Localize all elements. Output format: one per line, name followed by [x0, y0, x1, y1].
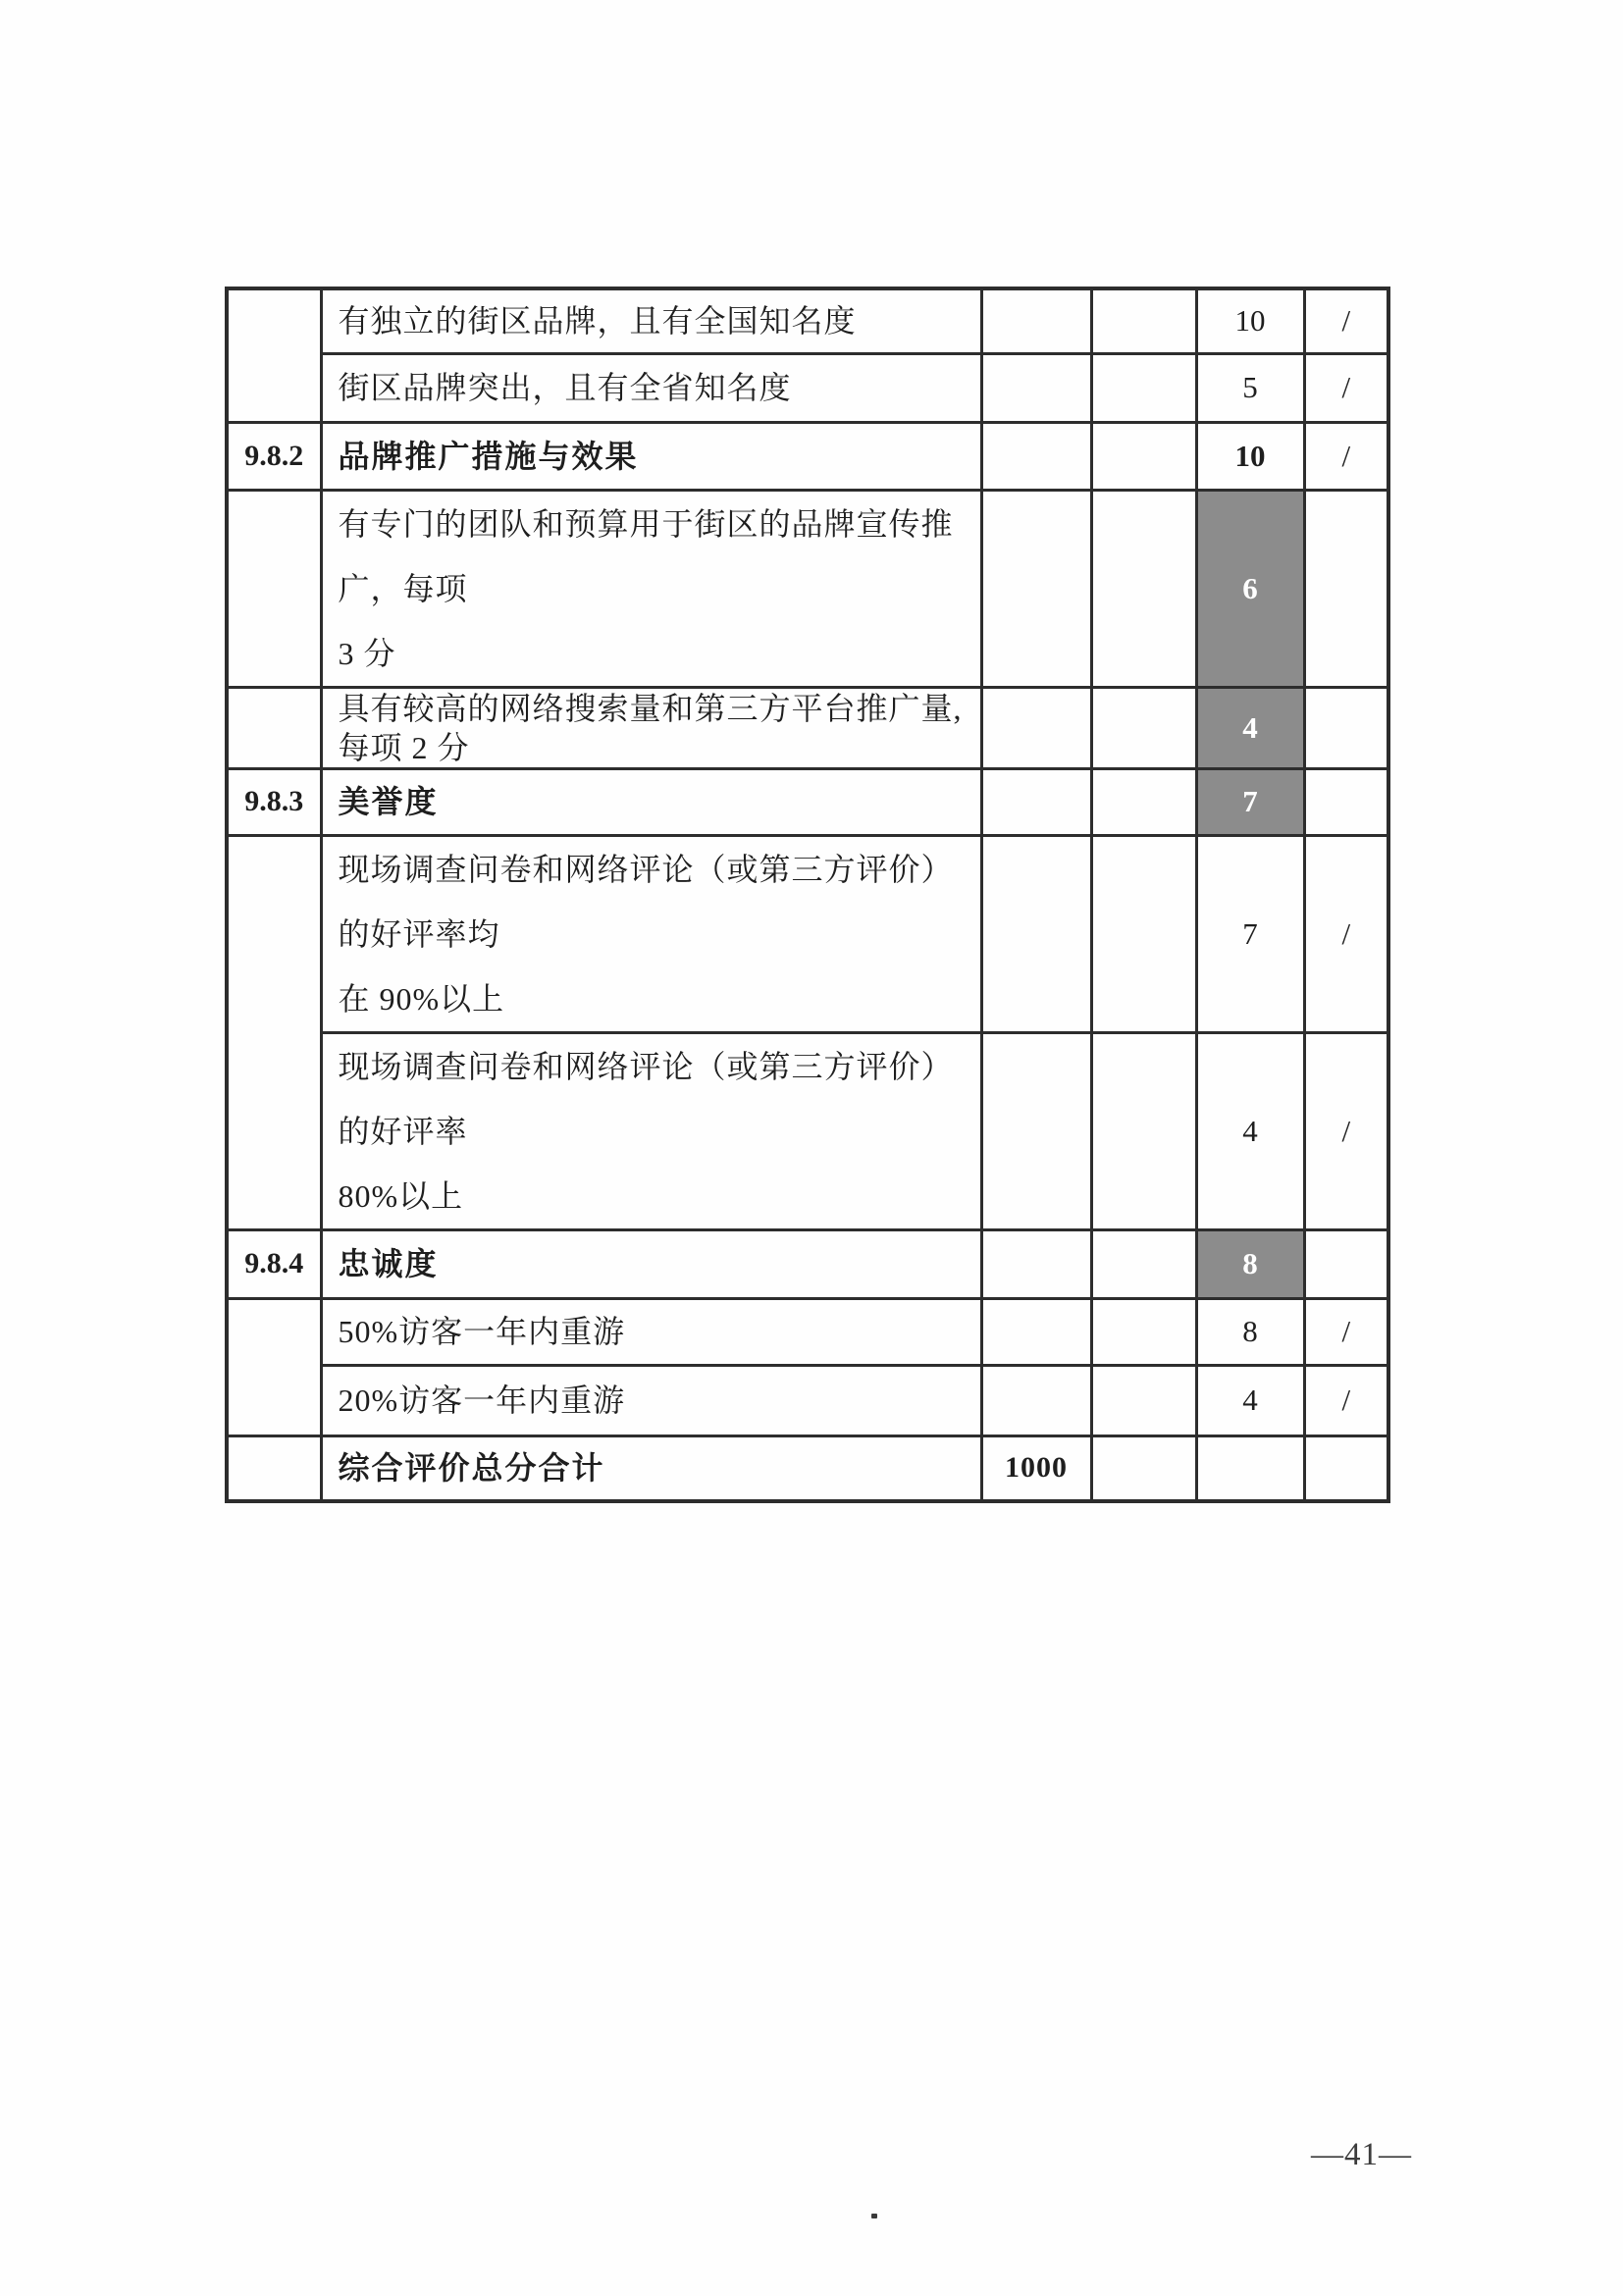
score-cell-highlighted: 6	[1196, 490, 1304, 687]
number-cell-merged	[227, 1298, 321, 1435]
criterion-heading-cell	[321, 422, 981, 490]
table-row	[227, 1365, 1388, 1435]
score-cell: 4	[1196, 1365, 1304, 1435]
criterion-text-line1: 有专门的团队和预算用于街区的品牌宣传推广，每项	[338, 505, 954, 606]
empty-cell	[1091, 353, 1196, 422]
criterion-text: 街区品牌突出，且有全省知名度	[338, 370, 792, 405]
empty-cell	[1091, 1365, 1196, 1435]
empty-cell	[1304, 687, 1388, 768]
page-number: —41—	[1311, 2137, 1412, 2172]
score-cell-highlighted: 7	[1196, 768, 1304, 835]
total-label-cell	[321, 1435, 981, 1501]
criterion-cell	[321, 1032, 981, 1229]
criterion-text-line2: 3 分	[338, 635, 396, 671]
total-label-text: 综合评价总分合计	[338, 1450, 605, 1487]
empty-cell	[1091, 1032, 1196, 1229]
table-row	[227, 288, 1388, 353]
empty-cell	[981, 490, 1091, 687]
number-cell-merged	[227, 835, 321, 1229]
empty-cell	[1091, 687, 1196, 768]
empty-cell	[981, 1229, 1091, 1298]
criterion-heading-text: 品牌推广措施与效果	[338, 438, 639, 474]
number-cell-merged	[227, 288, 321, 422]
criterion-text-line1: 现场调查问卷和网络评论（或第三方评价）的好评率	[338, 1048, 954, 1149]
score-cell: 10	[1196, 422, 1304, 490]
slash-cell: /	[1304, 1298, 1388, 1365]
empty-cell	[981, 353, 1091, 422]
table-row	[227, 687, 1388, 768]
slash-cell: /	[1304, 353, 1388, 422]
table-row	[227, 490, 1388, 687]
empty-cell	[1091, 1229, 1196, 1298]
criterion-text-line2: 在 90%以上	[338, 980, 505, 1017]
slash-cell: /	[1304, 288, 1388, 353]
empty-cell	[1304, 1435, 1388, 1501]
empty-cell	[1304, 768, 1388, 835]
slash-cell: /	[1304, 1365, 1388, 1435]
number-cell	[227, 1435, 321, 1501]
number-cell: 9.8.4	[227, 1229, 321, 1298]
criterion-text-line2: 80%以上	[338, 1177, 464, 1214]
empty-cell	[981, 1032, 1091, 1229]
table-row	[227, 835, 1388, 1032]
stray-mark	[871, 2214, 877, 2218]
empty-cell	[1091, 768, 1196, 835]
table-row	[227, 1032, 1388, 1229]
score-cell: 7	[1196, 835, 1304, 1032]
table-row	[227, 1229, 1388, 1298]
slash-cell: /	[1304, 422, 1388, 490]
score-cell: 5	[1196, 353, 1304, 422]
empty-cell	[1091, 490, 1196, 687]
empty-cell	[981, 1365, 1091, 1435]
criterion-heading-text: 忠诚度	[338, 1246, 439, 1281]
score-cell-highlighted: 8	[1196, 1229, 1304, 1298]
score-cell: 10	[1196, 288, 1304, 353]
total-score-cell: 1000	[981, 1435, 1091, 1501]
empty-cell	[981, 1298, 1091, 1365]
empty-cell	[1304, 490, 1388, 687]
table-row	[227, 1435, 1388, 1501]
criterion-cell	[321, 835, 981, 1032]
table-row	[227, 422, 1388, 490]
number-cell: 9.8.3	[227, 768, 321, 835]
empty-cell	[1091, 835, 1196, 1032]
empty-cell	[1196, 1435, 1304, 1501]
empty-cell	[1091, 1435, 1196, 1501]
slash-cell: /	[1304, 835, 1388, 1032]
table-row	[227, 353, 1388, 422]
score-cell-highlighted: 4	[1196, 687, 1304, 768]
empty-cell	[981, 835, 1091, 1032]
empty-cell	[981, 768, 1091, 835]
number-cell	[227, 687, 321, 768]
criterion-cell	[321, 288, 981, 353]
criterion-text: 50%访客一年内重游	[338, 1314, 626, 1349]
criterion-cell	[321, 1298, 981, 1365]
table-row	[227, 768, 1388, 835]
evaluation-score-table	[225, 287, 1390, 1503]
number-cell: 9.8.2	[227, 422, 321, 490]
criterion-text: 具有较高的网络搜索量和第三方平台推广量, 每项 2 分	[338, 690, 963, 765]
score-cell: 8	[1196, 1298, 1304, 1365]
number-cell	[227, 490, 321, 687]
criterion-heading-text: 美誉度	[338, 784, 439, 819]
empty-cell	[1304, 1229, 1388, 1298]
empty-cell	[981, 422, 1091, 490]
criterion-text-line1: 现场调查问卷和网络评论（或第三方评价）的好评率均	[338, 851, 954, 952]
table-row	[227, 1298, 1388, 1365]
criterion-cell	[321, 687, 981, 768]
empty-cell	[981, 288, 1091, 353]
criterion-cell	[321, 1365, 981, 1435]
criterion-heading-cell	[321, 1229, 981, 1298]
empty-cell	[1091, 288, 1196, 353]
criterion-heading-cell	[321, 768, 981, 835]
criterion-text: 20%访客一年内重游	[338, 1383, 626, 1418]
empty-cell	[981, 687, 1091, 768]
criterion-text: 有独立的街区品牌，且有全国知名度	[338, 303, 857, 339]
empty-cell	[1091, 422, 1196, 490]
score-cell: 4	[1196, 1032, 1304, 1229]
criterion-cell	[321, 353, 981, 422]
empty-cell	[1091, 1298, 1196, 1365]
criterion-cell	[321, 490, 981, 687]
slash-cell: /	[1304, 1032, 1388, 1229]
